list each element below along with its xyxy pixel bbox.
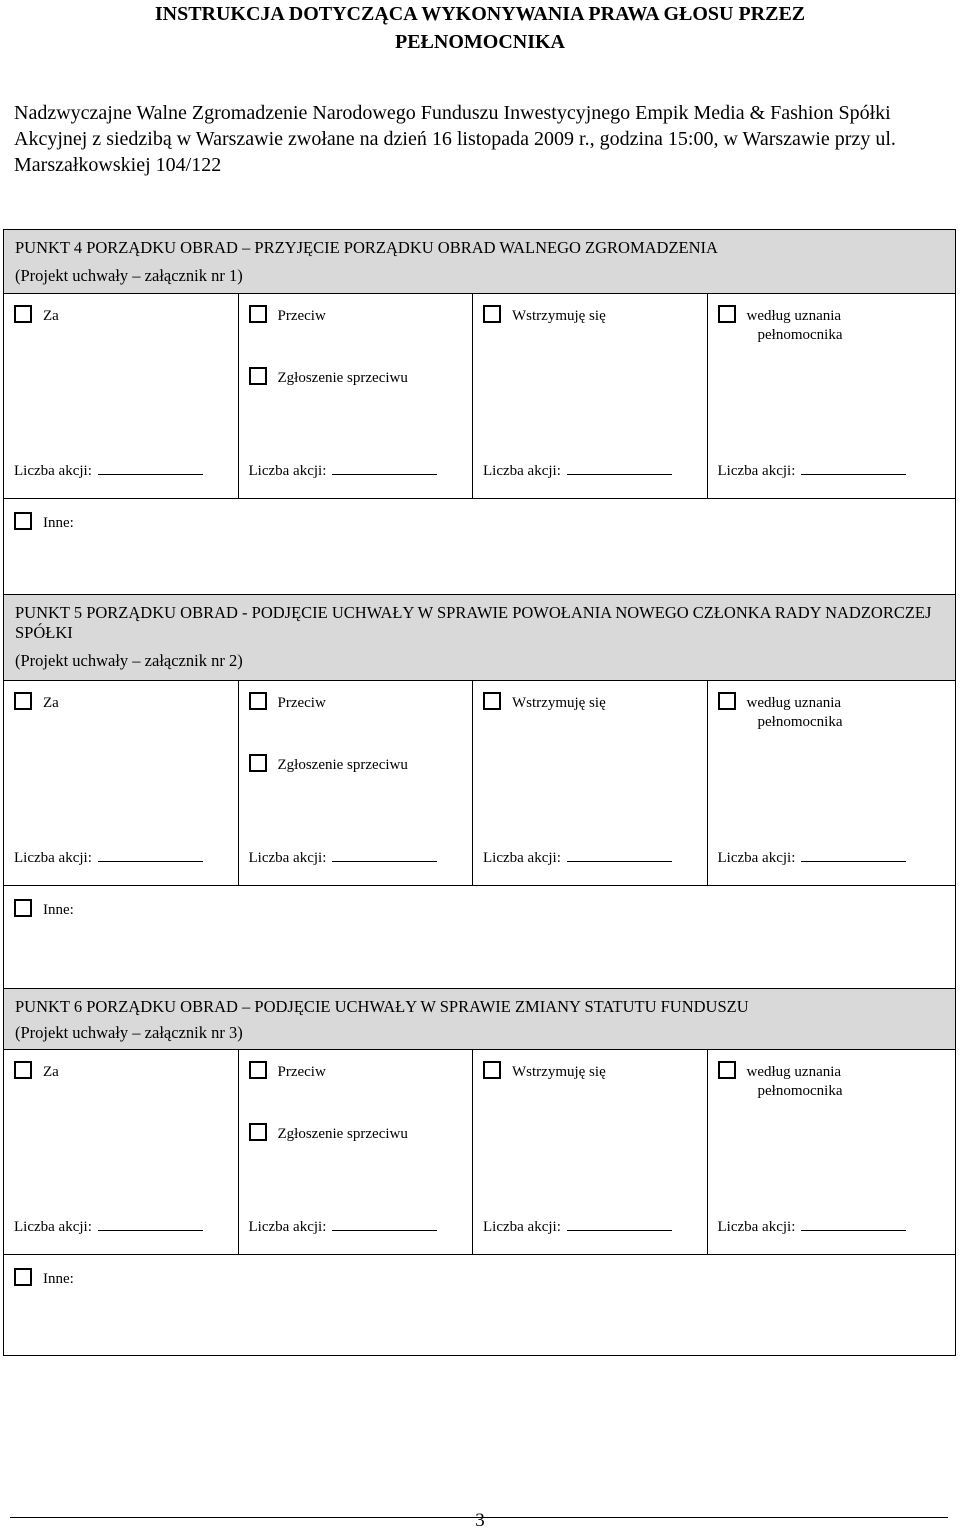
share-count-field[interactable] [14, 463, 203, 480]
share-count-label: Liczba akcji: [717, 1219, 796, 1235]
share-count-field[interactable] [249, 850, 438, 867]
vote-option-za[interactable] [14, 692, 59, 712]
checkbox-icon[interactable] [14, 1061, 32, 1079]
other-instructions-row [4, 1255, 955, 1355]
other-instructions-row [4, 499, 955, 594]
share-count-field[interactable] [718, 1219, 907, 1236]
vote-options-row [4, 294, 955, 499]
vote-column-wstrzymuje [473, 294, 708, 498]
share-count-blank[interactable] [98, 860, 203, 862]
vote-option-za[interactable] [14, 1061, 59, 1081]
checkbox-icon[interactable] [14, 512, 32, 530]
checkbox-icon[interactable] [249, 692, 267, 710]
option-label: Wstrzymuję się [512, 308, 606, 324]
vote-column-wedlug-uznania [708, 294, 955, 498]
share-count-field[interactable] [249, 1219, 438, 1236]
checkbox-icon[interactable] [718, 692, 736, 710]
share-count-blank[interactable] [332, 860, 437, 862]
section-subtitle: (Projekt uchwały – załącznik nr 1) [15, 266, 243, 285]
vote-column-za [4, 681, 239, 885]
share-count-label: Liczba akcji: [14, 463, 92, 479]
vote-options-row [4, 681, 955, 886]
checkbox-icon[interactable] [249, 367, 267, 385]
checkbox-icon[interactable] [249, 1123, 267, 1141]
share-count-label: Liczba akcji: [483, 1219, 561, 1235]
agenda-section-5 [4, 594, 955, 988]
share-count-blank[interactable] [801, 860, 906, 862]
agenda-section-6 [4, 988, 955, 1355]
checkbox-icon[interactable] [483, 692, 501, 710]
checkbox-icon[interactable] [249, 1061, 267, 1079]
checkbox-icon[interactable] [14, 305, 32, 323]
share-count-blank[interactable] [567, 473, 672, 475]
other-instructions-row [4, 886, 955, 988]
section-header [4, 230, 955, 294]
share-count-blank[interactable] [332, 473, 437, 475]
option-label: Wstrzymuję się [512, 1064, 606, 1080]
share-count-blank[interactable] [801, 473, 906, 475]
vote-option-przeciw[interactable] [249, 1061, 326, 1081]
section-subtitle: (Projekt uchwały – załącznik nr 3) [15, 1023, 243, 1042]
checkbox-icon[interactable] [718, 1061, 736, 1079]
section-title: PUNKT 4 PORZĄDKU OBRAD – PRZYJĘCIE PORZĄDKU OBRAD WALNEGO ZGROMADZENIA [15, 238, 718, 257]
vote-option-wedlug-uznania[interactable] [718, 692, 842, 712]
checkbox-icon[interactable] [14, 1268, 32, 1286]
vote-column-przeciw [239, 294, 474, 498]
option-label: Za [43, 695, 59, 711]
checkbox-icon[interactable] [14, 899, 32, 917]
share-count-field[interactable] [249, 463, 438, 480]
checkbox-icon[interactable] [718, 305, 736, 323]
option-label: Przeciw [277, 695, 326, 711]
option-label: Przeciw [277, 1064, 326, 1080]
share-count-field[interactable] [483, 1219, 672, 1236]
vote-column-za [4, 294, 239, 498]
option-label: według uznania [746, 308, 842, 324]
vote-option-zgloszenie-sprzeciwu[interactable] [249, 754, 408, 774]
vote-option-wstrzymuje-sie[interactable] [483, 305, 606, 325]
vote-column-przeciw [239, 681, 474, 885]
share-count-field[interactable] [718, 463, 907, 480]
agenda-section-4 [4, 230, 955, 594]
checkbox-icon[interactable] [249, 754, 267, 772]
share-count-field[interactable] [14, 1219, 203, 1236]
checkbox-icon[interactable] [14, 692, 32, 710]
option-label: Zgłoszenie sprzeciwu [277, 757, 408, 773]
share-count-label: Liczba akcji: [14, 850, 92, 866]
option-label: Zgłoszenie sprzeciwu [277, 1126, 408, 1142]
share-count-field[interactable] [14, 850, 203, 867]
vote-option-wedlug-uznania[interactable] [718, 305, 842, 325]
section-header [4, 594, 955, 681]
vote-option-wedlug-uznania[interactable] [718, 1061, 842, 1081]
share-count-label: Liczba akcji: [248, 850, 327, 866]
vote-option-zgloszenie-sprzeciwu[interactable] [249, 1123, 408, 1143]
option-label: Przeciw [277, 308, 326, 324]
section-subtitle: (Projekt uchwały – załącznik nr 2) [15, 651, 243, 670]
option-label: według uznania [746, 1064, 842, 1080]
vote-option-za[interactable] [14, 305, 59, 325]
vote-option-inne[interactable] [14, 1268, 74, 1288]
voting-form [3, 229, 956, 1356]
share-count-label: Liczba akcji: [248, 463, 327, 479]
vote-option-zgloszenie-sprzeciwu[interactable] [249, 367, 408, 387]
vote-column-przeciw [239, 1050, 474, 1254]
vote-column-wedlug-uznania [708, 1050, 955, 1254]
option-label: Inne: [43, 902, 74, 918]
vote-option-inne[interactable] [14, 512, 74, 532]
title-line-2: PEŁNOMOCNIKA [395, 31, 565, 53]
share-count-blank[interactable] [98, 1229, 203, 1231]
share-count-blank[interactable] [98, 473, 203, 475]
vote-option-przeciw[interactable] [249, 692, 326, 712]
share-count-label: Liczba akcji: [717, 850, 796, 866]
option-label-continued: pełnomocnika [757, 327, 843, 343]
option-label-continued: pełnomocnika [757, 1083, 843, 1099]
checkbox-icon[interactable] [249, 305, 267, 323]
share-count-blank[interactable] [567, 1229, 672, 1231]
vote-option-przeciw[interactable] [249, 305, 326, 325]
checkbox-icon[interactable] [483, 1061, 501, 1079]
option-label: Za [43, 308, 59, 324]
checkbox-icon[interactable] [483, 305, 501, 323]
vote-column-za [4, 1050, 239, 1254]
option-label: Zgłoszenie sprzeciwu [277, 370, 408, 386]
vote-column-wstrzymuje [473, 1050, 708, 1254]
intro-paragraph: Nadzwyczajne Walne Zgromadzenie Narodowego Funduszu Inwestycyjnego Empik Media & Fashion Spółki Akcyjnej z siedzibą w Warszawie zwołane na dzień 16 listopada 2009 r., godzina 15:00, w Warszawie przy ul. Marszałkowskiej 104/122 [14, 102, 896, 176]
document-title [0, 0, 960, 56]
share-count-label: Liczba akcji: [14, 1219, 92, 1235]
section-title: PUNKT 5 PORZĄDKU OBRAD - PODJĘCIE UCHWAŁY W SPRAWIE POWOŁANIA NOWEGO CZŁONKA RADY NADZORCZEJ SPÓŁKI [15, 603, 932, 642]
option-label: Inne: [43, 1271, 74, 1287]
section-header [4, 988, 955, 1050]
vote-options-row [4, 1050, 955, 1255]
option-label: Inne: [43, 515, 74, 531]
option-label-continued: pełnomocnika [757, 714, 843, 730]
share-count-blank[interactable] [567, 860, 672, 862]
option-label: Wstrzymuję się [512, 695, 606, 711]
section-title: PUNKT 6 PORZĄDKU OBRAD – PODJĘCIE UCHWAŁY W SPRAWIE ZMIANY STATUTU FUNDUSZU [15, 997, 749, 1016]
share-count-label: Liczba akcji: [717, 463, 796, 479]
share-count-field[interactable] [483, 850, 672, 867]
vote-option-wstrzymuje-sie[interactable] [483, 692, 606, 712]
vote-option-wstrzymuje-sie[interactable] [483, 1061, 606, 1081]
share-count-field[interactable] [483, 463, 672, 480]
vote-column-wstrzymuje [473, 681, 708, 885]
option-label: Za [43, 1064, 59, 1080]
vote-option-inne[interactable] [14, 899, 74, 919]
share-count-label: Liczba akcji: [483, 850, 561, 866]
page-number: 3 [475, 1510, 485, 1531]
option-label: według uznania [746, 695, 842, 711]
share-count-blank[interactable] [332, 1229, 437, 1231]
vote-column-wedlug-uznania [708, 681, 955, 885]
share-count-blank[interactable] [801, 1229, 906, 1231]
title-line-1: INSTRUKCJA DOTYCZĄCA WYKONYWANIA PRAWA GŁOSU PRZEZ [154, 3, 806, 25]
share-count-field[interactable] [718, 850, 907, 867]
share-count-label: Liczba akcji: [248, 1219, 327, 1235]
share-count-label: Liczba akcji: [483, 463, 561, 479]
